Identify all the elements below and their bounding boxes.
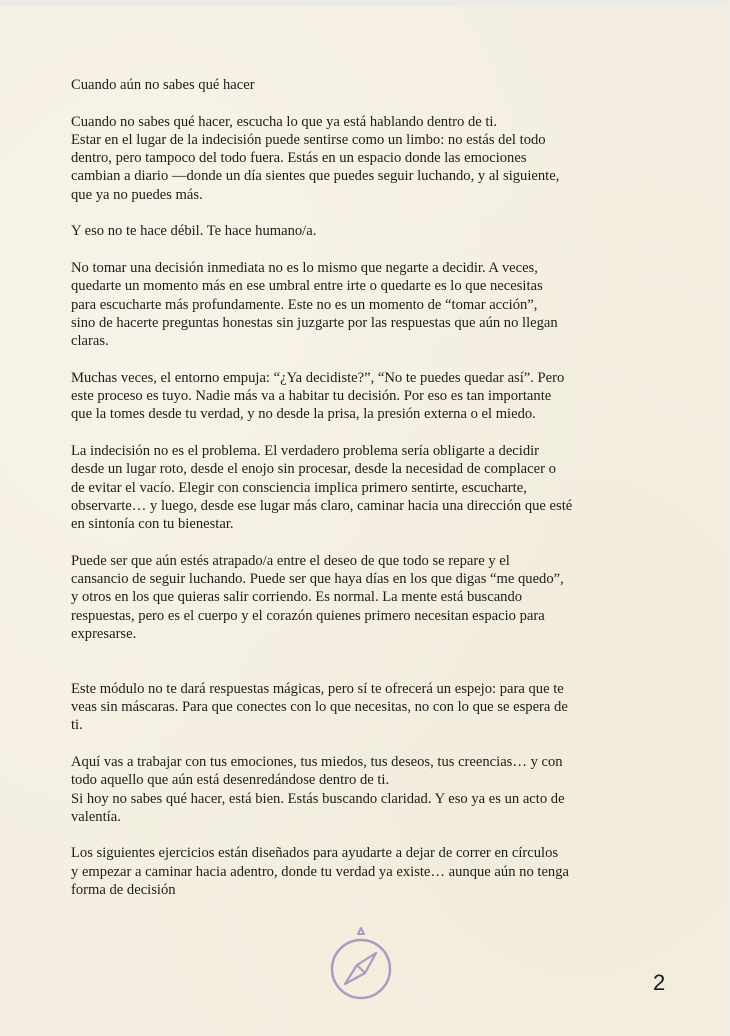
document-page: [0, 6, 726, 1036]
document-title: Cuando aún no sabes qué hacer: [71, 77, 255, 93]
paragraph: La indecisión no es el problema. El verdadero problema sería obligarte a decidir desde un lugar roto, desde el enojo sin procesar, desde la necesidad de complacer o de evitar el vacío. Elegir con consciencia implica primero sentirte, escucharte, observarte… y luego, desde ese lugar más claro, caminar hacia una dirección que esté en sintonía con tu bienestar.: [71, 442, 573, 533]
paragraph: Los siguientes ejercicios están diseñados para ayudarte a dejar de correr en círculos y empezar a caminar hacia adentro, donde tu verdad ya existe… aunque aún no tenga forma de decisión: [71, 845, 569, 899]
paragraph: Y eso no te hace débil. Te hace humano/a.: [71, 223, 317, 240]
paragraph: Aquí vas a trabajar con tus emociones, tus miedos, tus deseos, tus creencias… y con todo aquello que aún está desenredándose dentro de ti. Si hoy no sabes qué hacer, está bien. Estás buscando claridad. Y eso ya es un acto de valentía.: [71, 753, 565, 825]
paragraph: Puede ser que aún estés atrapado/a entre el deseo de que todo se repare y el cansancio de seguir luchando. Puede ser que haya días en los que digas “me quedo”, y otros en los que quieras salir corriendo. Es normal. La mente está buscando respuestas, pero es el cuerpo y el corazón quienes primero necesitan espacio para expresarse.: [71, 552, 564, 642]
paragraph: Muchas veces, el entorno empuja: “¿Ya decidiste?”, “No te puedes quedar así”. Pero este proceso es tuyo. Nadie más va a habitar tu decisión. Por eso es tan importante que la tomes desde tu verdad, y no desde la prisa, la presión externa o el miedo.: [71, 369, 565, 423]
page-edge: [726, 0, 730, 1036]
paragraph: Este módulo no te dará respuestas mágicas, pero sí te ofrecerá un espejo: para que te veas sin máscaras. Para que conectes con lo que necesitas, no con lo que se espera de ti.: [71, 680, 568, 734]
compass-icon: [329, 926, 393, 1002]
paragraph: No tomar una decisión inmediata no es lo mismo que negarte a decidir. A veces, quedarte un momento más en ese umbral entre irte o quedarte es lo que necesitas para escucharte más profundamente. Este no es un momento de “tomar acción”, sino de hacerte preguntas honestas sin juzgarte por las respuestas que aún no llegan claras.: [71, 259, 558, 350]
page-number: 2: [653, 970, 666, 995]
document-body: [71, 76, 661, 899]
paragraph: Cuando no sabes qué hacer, escucha lo que ya está hablando dentro de ti. Estar en el lugar de la indecisión puede sentirse como un limbo: no estás del todo dentro, pero tampoco del todo fuera. Estás en un espacio donde las emociones cambian a diario —donde un día sientes que puedes seguir luchando, y al siguiente, que ya no puedes más.: [71, 113, 560, 203]
